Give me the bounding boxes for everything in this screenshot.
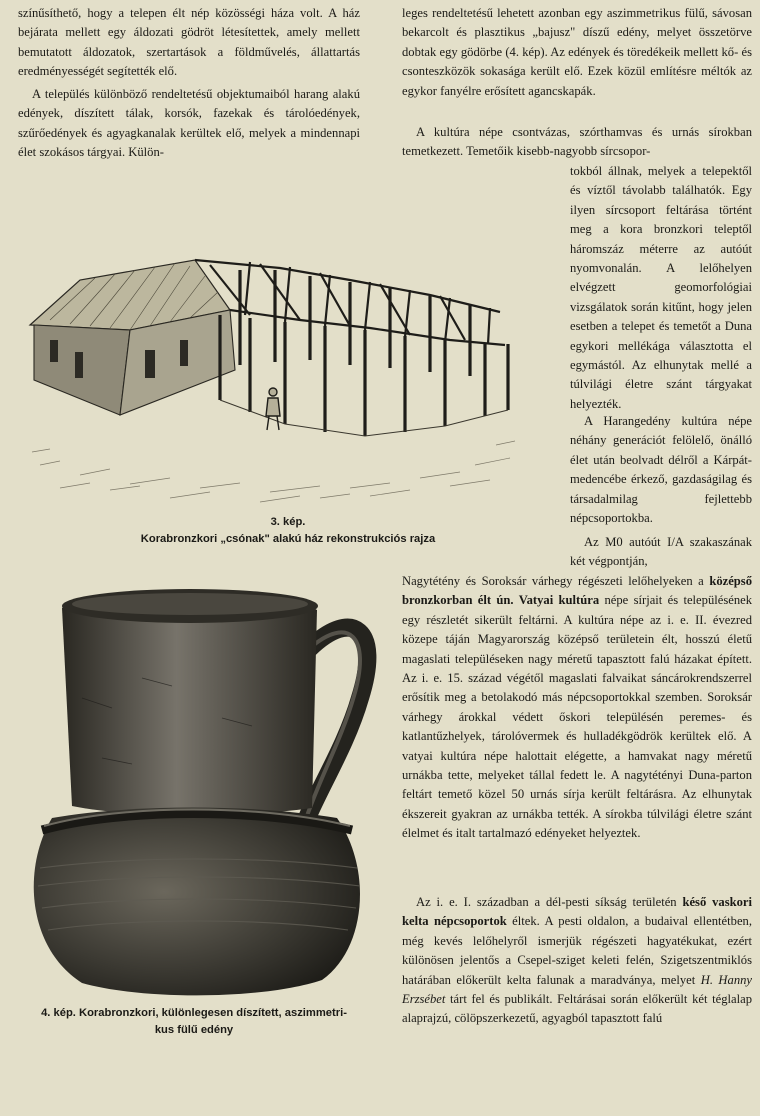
p4-body-text: népe sírjait és településének egy részletét sikerült feltárni. A kultúra népe az i. e. II. évezred közepe táján Magyarország középső területein élt, hosszú életű magaslati településeken nagy méretű tapasztott falú házakat épített. Az i. e. 15. század végétől magaslati falvaikat sáncárokrendszerrel erősítik meg a betolakodó más népcsoportokkal szemben. Soroksár várhegy árokkal védett őskori településén peremes- és katlantűzhelyek, tárolóvermek és hulladékgödrök kerültek elő. A vatyai kultúra népe halottait elégette, a hamvakat nagy méretű urnákba tette, melyeket tállal fedett le. A nagytétényi Duna-parton feltárt temető közel 50 urnás sírja került feltárásra. Az elhunytak ékszereit gyakran az urnákba tették. A sírokba túlvilági életre szánt élelmet és italt tartalmazó edényeket helyeztek. <box>402 593 753 841</box>
right-paragraph-4 <box>402 572 752 844</box>
right-paragraph-2-intro: A kultúra népe csontvázas, szórthamvas és urnás sírokban temetkezett. Temetőik kisebb-nagyobb sírcsopor- <box>402 125 752 159</box>
figure-3-title: Korabronzkori „csónak" alakú ház rekonstrukciós rajza <box>140 533 436 545</box>
right-paragraph-2-rest: tokból állnak, melyek a telepektől és víztől távolabb találhatók. Egy ilyen sírcsoport feltárása történt meg a kora bronzkori teleptől háromszáz méterre az autóút nyomvonalán. A lelőhelyen elvégzett geomorfológiai vizsgálatok során kitűnt, hogy jelen esetben a telepet és temetőt a Duna egykori mellékága választotta el egymástól. Az elhunytak mellé a túlvilági életre szánt tárgyakat helyezték. <box>570 164 752 411</box>
left-paragraph-1: színűsíthető, hogy a telepen élt nép közösségi háza volt. A ház bejárata mellett egy áldozati gödröt létesítettek, amely mellett bemutatott áldozatok, szertartások a földművelés, állattartás eredményességét segítették elő. <box>18 6 360 79</box>
p4-bold-phrase: középső bronzkorban élt ún. Vatyai kultúra <box>402 574 752 608</box>
right-paragraph-4-intro: Az M0 autóút I/A szakaszának két végpontján, <box>570 535 752 569</box>
figure-4-caption-line-2: kus fülű edény <box>154 1024 234 1036</box>
right-paragraph-1: leges rendeltetésű lehetett azonban egy aszimmetrikus fülű, sávosan bekarcolt és plasztikus „bajusz" díszű edény, melyet összetörve dobtak egy gödörbe (4. kép). Az edények és töredékeik mellett kő- és csonteszközök sokasága került elő. Ezek közül említésre méltók az egykor fanyélre erősített agancskapák. <box>402 6 752 98</box>
p5-closing-text: tárt fel és publikált. Feltárásai során előkerült két téglalap alaprajzú, cölöpszerkezetű, agyagból tapasztott falú <box>402 992 752 1026</box>
right-paragraph-5 <box>402 893 752 1029</box>
left-paragraph-2: A település különböző rendeltetésű objektumaiból harang alakú edények, díszített tálak, korsók, fazekak és tárolóedények, szűrőedények és agyagkanalak kerültek elő, melyek a mindennapi élet szokásos tárgyai. Külön- <box>18 87 360 160</box>
p5-author-name: H. Hanny Erzsébet <box>402 972 752 1007</box>
house-reconstruction-drawing <box>20 240 520 510</box>
p5-middle-text: éltek. A pesti oldalon, a budaival ellentétben, még kevés lelőhelyről ismerjük régészeti hagyatékukat, ezért különösen jelentős a Csepel-sziget keleti felén, Szigetszentmiklós határában előkerült kelta falunak a maradványa, melyet <box>402 914 752 987</box>
p4-lead-text: Nagytétény és Soroksár várhegy régészeti lelőhelyeken a <box>402 574 710 588</box>
figure-4-caption <box>12 1005 376 1039</box>
right-paragraph-3: A Harangedény kultúra népe néhány generációt felölelő, önálló élet után beolvadt délről a Kárpát-medencébe érkező, gazdaságilag és társadalmilag fejlettebb népcsoportokba. <box>570 414 752 526</box>
p5-bold-phrase: késő vaskori kelta népcsoportok <box>402 895 752 929</box>
figure-4-caption-line-1: 4. kép. Korabronzkori, különlegesen díszített, aszimmetri- <box>41 1007 347 1019</box>
figure-3-number: 3. kép. <box>270 516 306 528</box>
figure-3-caption <box>80 514 496 548</box>
asymmetric-handled-jug-photo <box>22 568 382 998</box>
p5-lead-text: Az i. e. I. században a dél-pesti síkság területén <box>416 895 683 909</box>
